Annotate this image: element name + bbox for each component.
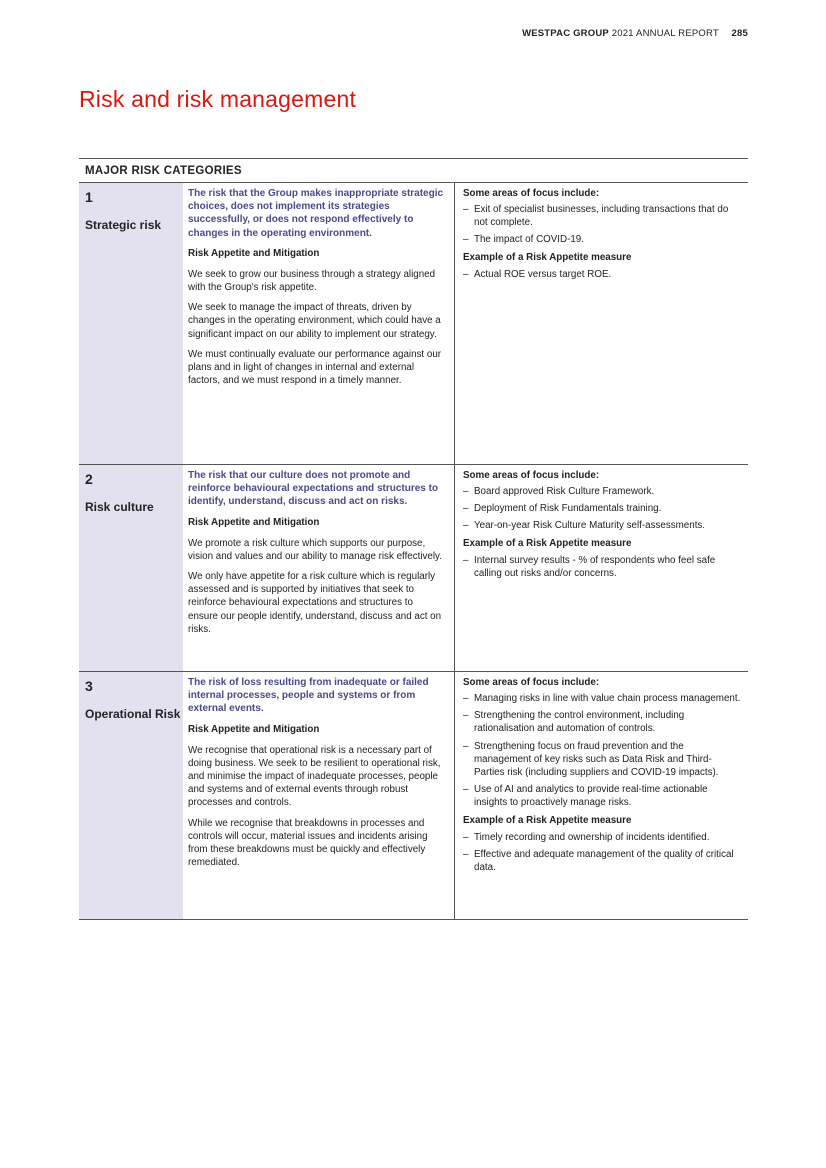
focus-title: Some areas of focus include:: [463, 677, 600, 688]
measure-item: – Actual ROE versus target ROE.: [463, 268, 612, 280]
risk-name: Operational Risk: [85, 707, 181, 721]
focus-title: Some areas of focus include:: [463, 188, 600, 199]
risk-number: 2: [85, 471, 93, 487]
header-report: 2021 ANNUAL REPORT: [611, 28, 719, 39]
risk-categories-table: [79, 158, 748, 920]
mitigation-paragraph: We seek to manage the impact of threats, driven by changes in the operating environment, which could have a significant impact on our ability to implement our strategy.: [188, 302, 441, 340]
page-header: [522, 28, 748, 39]
risk-definition: The risk that the Group makes inappropriate strategic choices, does not implement its strategies successfully, or does not respond effectively to changes in the operating environment.: [188, 188, 444, 239]
focus-item: – The impact of COVID-19.: [463, 234, 584, 246]
measure-item: – Timely recording and ownership of incidents identified.: [463, 831, 710, 843]
header-brand: WESTPAC GROUP: [522, 28, 609, 39]
focus-item: – Deployment of Risk Fundamentals training.: [463, 503, 662, 515]
measure-title: Example of a Risk Appetite measure: [463, 814, 632, 826]
risk-focus-cell: [455, 183, 748, 464]
mitigation-paragraph: We must continually evaluate our performance against our plans and in light of changes in internal and external factors, and we must respond in a timely manner.: [188, 348, 442, 387]
focus-item: – Exit of specialist businesses, including transactions that do not complete.: [463, 204, 729, 229]
table-heading: MAJOR RISK CATEGORIES: [79, 159, 748, 183]
risk-row-culture: [79, 465, 748, 672]
mitigation-paragraph: We recognise that operational risk is a necessary part of doing business. We seek to be resilient to operational risk, and minimise the impact of inadequate processes, people and systems and of external events through robust processes and controls.: [188, 744, 441, 809]
measure-title: Example of a Risk Appetite measure: [463, 251, 632, 263]
risk-row-operational: [79, 672, 748, 920]
mitigation-title: Risk Appetite and Mitigation: [188, 723, 320, 735]
focus-title: Some areas of focus include:: [463, 470, 600, 481]
risk-label-cell: [79, 465, 183, 671]
mitigation-title: Risk Appetite and Mitigation: [188, 247, 320, 259]
mitigation-paragraph: We promote a risk culture which supports our purpose, vision and values and our ability to manage risk effectively.: [188, 537, 442, 562]
measure-item: – Effective and adequate management of the quality of critical data.: [463, 848, 734, 874]
risk-number: 1: [85, 189, 93, 205]
risk-definition: The risk of loss resulting from inadequate or failed internal processes, people and systems or from external events.: [188, 677, 429, 715]
measure-item: – Internal survey results - % of respondents who feel safe calling out risks and/or concerns.: [463, 554, 716, 579]
page-title: Risk and risk management: [79, 86, 357, 112]
risk-label-cell: [79, 672, 183, 919]
risk-label-cell: [79, 183, 183, 464]
risk-name: Risk culture: [85, 500, 154, 514]
risk-number: 3: [85, 678, 93, 694]
mitigation-paragraph: We only have appetite for a risk culture which is regularly assessed and is supported by initiatives that seek to reinforce behavioural expectations and structures to ensure our people identify, understand, discuss and act on risks.: [188, 571, 442, 635]
risk-description-cell: [183, 672, 455, 919]
risk-row-strategic: [79, 183, 748, 465]
focus-item: – Board approved Risk Culture Framework.: [463, 486, 655, 497]
page-number: 285: [731, 28, 748, 39]
risk-description-cell: [183, 183, 455, 464]
risk-focus-cell: [455, 465, 748, 671]
risk-focus-cell: [455, 672, 748, 919]
focus-item: – Managing risks in line with value chain process management.: [463, 693, 741, 704]
measure-title: Example of a Risk Appetite measure: [463, 537, 632, 549]
risk-name: Strategic risk: [85, 218, 162, 232]
risk-definition: The risk that our culture does not promote and reinforce behavioural expectations and structures to identify, understand, discuss and act on risks.: [188, 470, 439, 508]
focus-item: – Strengthening the control environment, including rationalisation and automation of controls.: [463, 710, 685, 735]
risk-description-cell: [183, 465, 455, 671]
mitigation-paragraph: We seek to grow our business through a strategy aligned with the Group's risk appetite.: [188, 268, 436, 294]
focus-item: – Use of AI and analytics to provide real-time actionable insights to proactively manage risks.: [463, 784, 708, 809]
mitigation-paragraph: While we recognise that breakdowns in processes and controls will occur, material issues and incidents arising from these breakdowns must be quickly and effectively remediated.: [188, 817, 428, 869]
focus-item: – Year-on-year Risk Culture Maturity self-assessments.: [463, 520, 706, 532]
mitigation-title: Risk Appetite and Mitigation: [188, 516, 320, 528]
focus-item: – Strengthening focus on fraud prevention and the management of key risks such as Data Risk and Third-Parties risk (including suppliers and COVID-19 impacts).: [463, 740, 719, 779]
